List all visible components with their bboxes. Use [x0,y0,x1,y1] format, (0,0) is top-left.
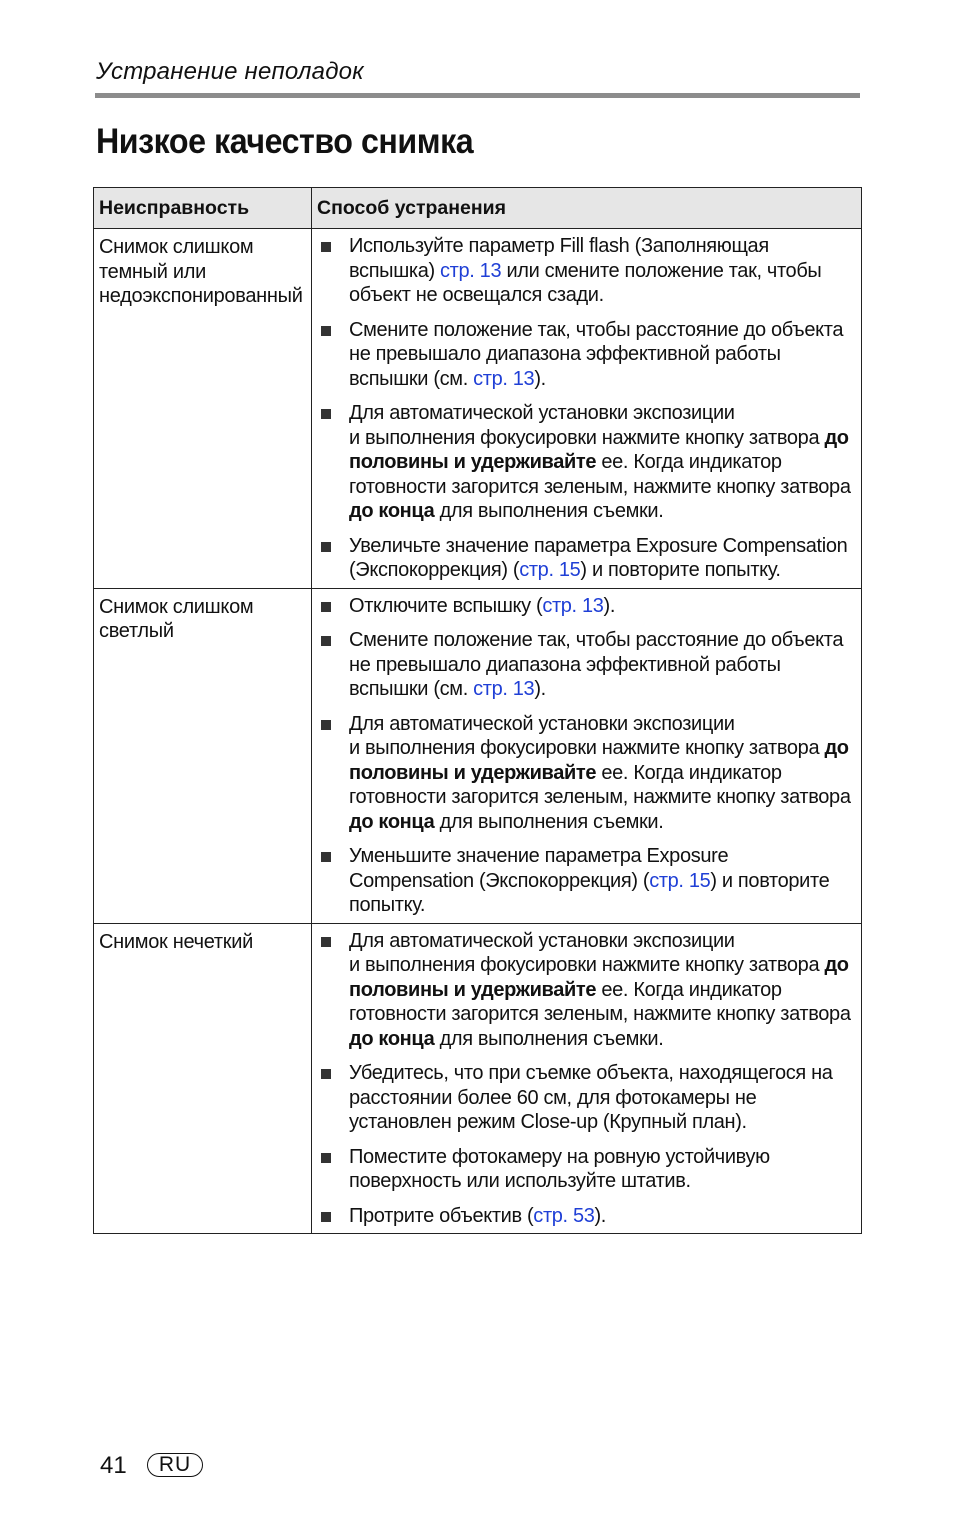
emphasis-text: до половины и удерживайте [349,737,849,784]
solution-text: Уменьшите значение параметра Exposure Compensation (Экспокоррекция) ( [349,845,729,892]
solution-text: ). [594,1204,607,1227]
solution-text: ). [603,594,616,617]
solution-text: или смените положение так, чтобы объект не освещался сзади. [349,259,822,306]
problem-cell: Снимок слишком темный или недоэкспонированный [94,229,312,589]
column-header-problem: Неисправность [94,188,312,229]
table-body [94,229,862,1234]
running-head-section: Устранение неполадок [96,58,364,85]
solution-item [318,628,855,702]
solution-item [318,234,855,308]
solution-text: Отключите вспышку ( [349,594,543,617]
solution-text: Поместите фотокамеру на ровную устойчивую поверхность или используйте штатив. [349,1145,770,1192]
square-bullet-icon [321,326,331,336]
page-reference-link[interactable]: стр. 13 [473,678,535,700]
solution-text: Для автоматической установки экспозиции [349,402,735,424]
solution-item [318,1204,855,1229]
solution-text: и выполнения фокусировки нажмите кнопку затвора [349,426,825,449]
page-reference-link[interactable]: стр. 13 [440,259,502,282]
square-bullet-icon [321,602,331,612]
square-bullet-icon [321,409,331,419]
language-badge: RU [147,1453,203,1477]
page-reference-link[interactable]: стр. 13 [542,594,604,617]
solution-item [318,1145,855,1194]
solution-text: Для автоматической установки экспозиции [349,712,735,735]
solution-item [318,844,855,918]
solution-text: Убедитесь, что при съемке объекта, находящегося на расстоянии более 60 см, для фотокамеры не установлен режим Close-up (Крупный план). [349,1062,833,1133]
square-bullet-icon [321,1069,331,1079]
solution-item [318,712,855,835]
solutions-cell [312,588,862,923]
emphasis-text: до половины и удерживайте [349,954,849,1001]
column-header-solution: Способ устранения [312,188,862,229]
square-bullet-icon [321,542,331,552]
square-bullet-icon [321,937,331,947]
solution-text: Смените положение так, чтобы расстояние до объекта не превышало диапазона эффективной работы вспышки (см. [349,629,844,700]
solution-text: Смените положение так, чтобы расстояние до объекта не превышало диапазона эффективной работы вспышки (см. [349,318,844,390]
solution-text: Для автоматической установки экспозиции [349,929,735,952]
solutions-cell [312,229,862,589]
solution-text: ее. Когда индикатор готовности загорится зеленым, нажмите кнопку затвора [349,761,851,808]
square-bullet-icon [321,1153,331,1163]
solution-text: и выполнения фокусировки нажмите кнопку затвора [349,737,825,759]
solution-text: и выполнения фокусировки нажмите кнопку затвора [349,954,825,976]
emphasis-text: до конца [349,1027,435,1050]
solution-item [318,318,855,392]
solution-list [318,594,855,918]
page-reference-link[interactable]: стр. 15 [519,559,581,581]
solution-text: ) и повторите попытку. [349,869,830,916]
emphasis-text: до конца [349,810,435,833]
solution-text: ее. Когда индикатор готовности загорится зеленым, нажмите кнопку затвора [349,451,851,498]
emphasis-text: до конца [349,500,435,522]
problem-cell: Снимок нечеткий [94,923,312,1234]
solution-text: для выполнения съемки. [434,500,664,522]
emphasis-text: до половины и удерживайте [349,426,849,473]
solution-list [318,929,855,1229]
solution-text: ) и повторите попытку. [580,559,781,581]
page-reference-link[interactable]: стр. 13 [473,367,535,390]
page-reference-link[interactable]: стр. 15 [649,869,711,892]
solution-list [318,234,855,583]
solution-text: ее. Когда индикатор готовности загорится зеленым, нажмите кнопку затвора [349,978,851,1025]
troubleshooting-table [93,187,862,1234]
problem-cell: Снимок слишком светлый [94,588,312,923]
solution-text: Протрите объектив ( [349,1204,534,1227]
square-bullet-icon [321,242,331,252]
solution-item [318,534,855,583]
solutions-cell [312,923,862,1234]
table-row [94,229,862,589]
square-bullet-icon [321,1212,331,1222]
square-bullet-icon [321,720,331,730]
solution-text: ). [534,367,546,390]
table-header-row [94,188,862,229]
solution-item [318,929,855,1052]
solution-text: для выполнения съемки. [434,1027,664,1050]
solution-text: Используйте параметр Fill flash (Заполняющая вспышка) [349,235,769,282]
table-row [94,588,862,923]
solution-text: для выполнения съемки. [434,810,664,833]
solution-item [318,594,855,619]
table-row [94,923,862,1234]
solution-text: ). [534,678,546,700]
page-reference-link[interactable]: стр. 53 [533,1204,595,1227]
page-title: Низкое качество снимка [96,122,474,161]
solution-text: Увеличьте значение параметра Exposure Compensation (Экспокоррекция) ( [349,534,848,581]
header-rule-divider [95,93,860,98]
square-bullet-icon [321,852,331,862]
solution-item [318,1061,855,1135]
square-bullet-icon [321,636,331,646]
page-number: 41 [100,1452,127,1479]
solution-item [318,401,855,524]
